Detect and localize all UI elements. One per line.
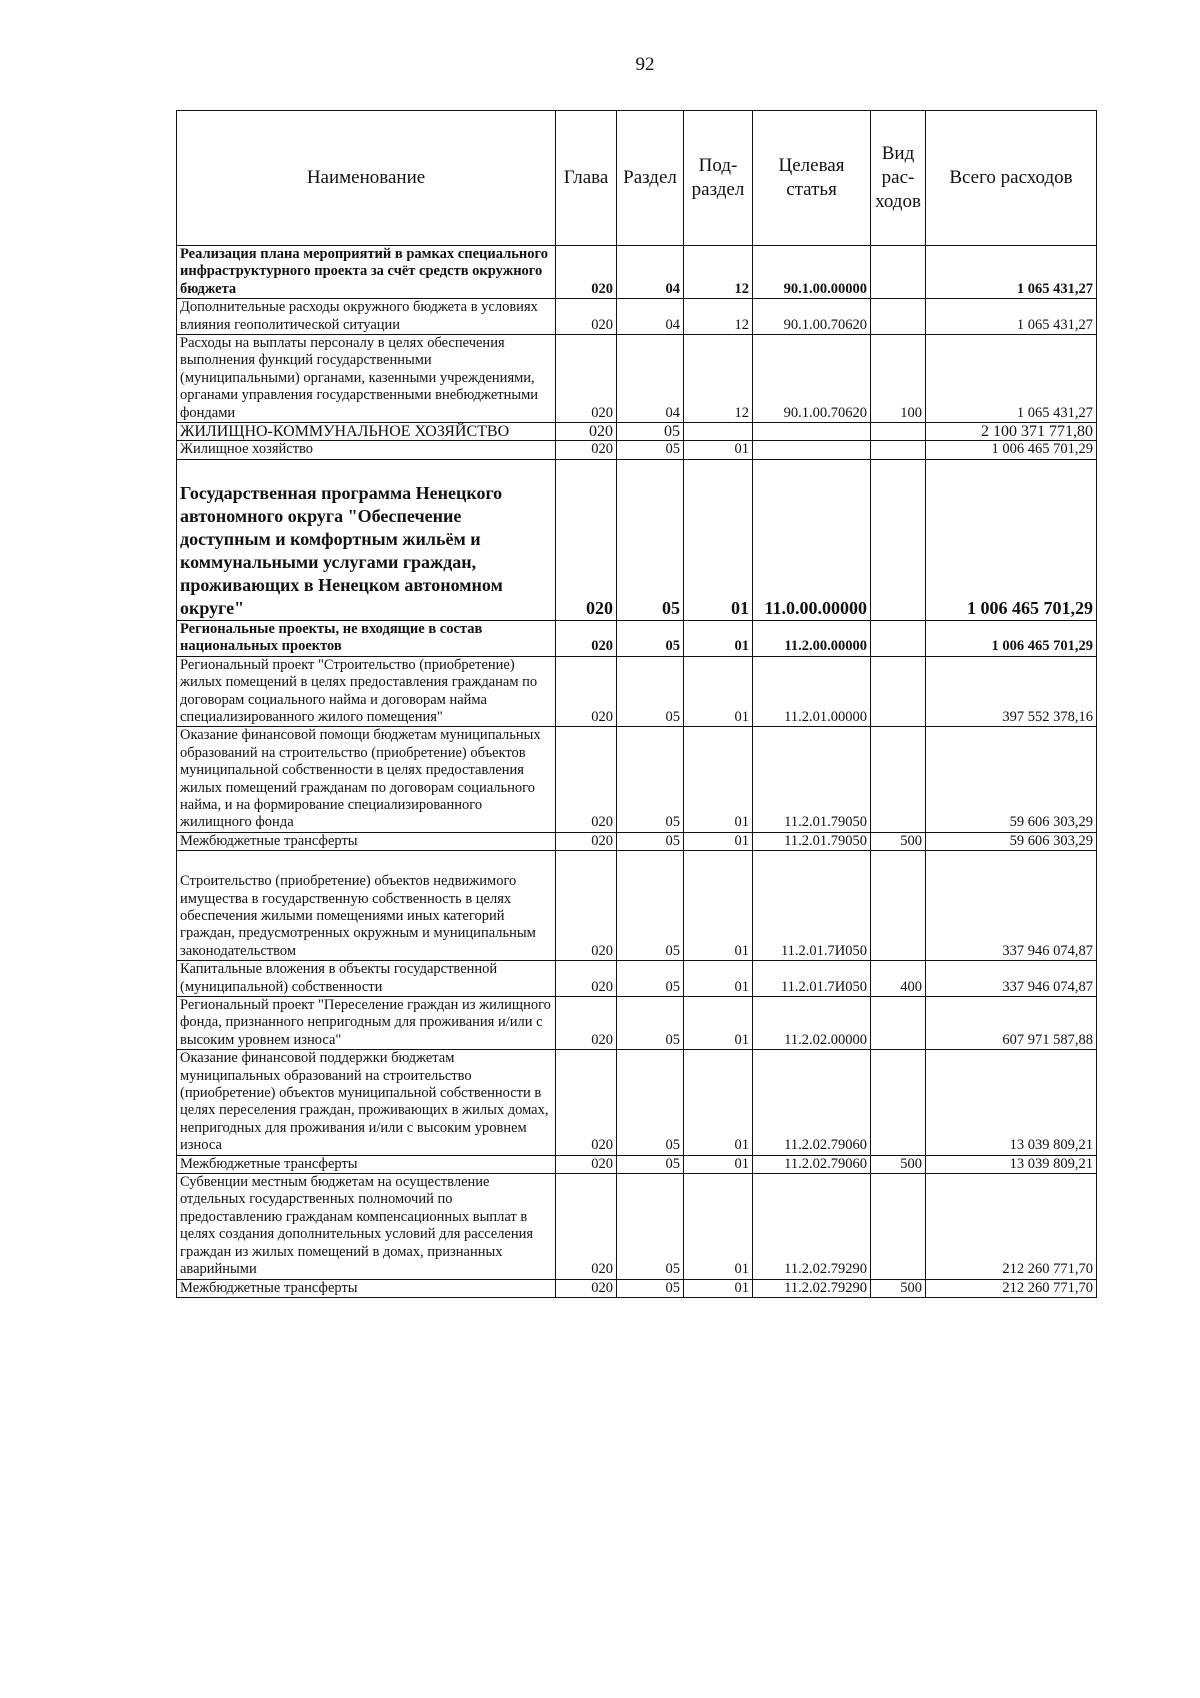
- row-subsection: 01: [684, 1155, 753, 1173]
- row-target: 11.2.00.00000: [753, 620, 871, 656]
- row-section: 05: [617, 961, 684, 997]
- table-row: [177, 656, 1097, 727]
- row-total: 1 065 431,27: [926, 335, 1097, 423]
- table-header-row: [177, 111, 1097, 246]
- row-subsection: 01: [684, 620, 753, 656]
- row-chapter: 020: [556, 727, 617, 832]
- row-kind: [871, 656, 926, 727]
- table-row: [177, 997, 1097, 1050]
- row-total: 1 006 465 701,29: [926, 459, 1097, 620]
- header-total: Всего расходов: [926, 111, 1097, 246]
- row-total: 59 606 303,29: [926, 832, 1097, 850]
- row-subsection: 01: [684, 1174, 753, 1279]
- row-subsection: 01: [684, 997, 753, 1050]
- budget-table: [176, 110, 1097, 1298]
- row-target: [753, 423, 871, 441]
- row-subsection: 12: [684, 335, 753, 423]
- row-target: 11.2.01.79050: [753, 832, 871, 850]
- header-expense-kind: Вид рас- ходов: [871, 111, 926, 246]
- row-chapter: 020: [556, 1050, 617, 1155]
- row-name: ЖИЛИЩНО-КОММУНАЛЬНОЕ ХОЗЯЙСТВО: [177, 423, 556, 441]
- row-subsection: 01: [684, 961, 753, 997]
- row-subsection: 01: [684, 441, 753, 459]
- table-row: [177, 246, 1097, 299]
- row-chapter: 020: [556, 246, 617, 299]
- row-total: 212 260 771,70: [926, 1174, 1097, 1279]
- row-chapter: 020: [556, 620, 617, 656]
- row-kind: [871, 851, 926, 961]
- row-subsection: [684, 423, 753, 441]
- table-row: [177, 1155, 1097, 1173]
- row-target: 90.1.00.70620: [753, 335, 871, 423]
- row-target: 11.2.02.79060: [753, 1050, 871, 1155]
- row-section: 05: [617, 1174, 684, 1279]
- row-chapter: 020: [556, 961, 617, 997]
- row-subsection: 01: [684, 727, 753, 832]
- header-target-article: Целевая статья: [753, 111, 871, 246]
- row-kind: 500: [871, 1279, 926, 1297]
- row-name: Региональные проекты, не входящие в состав национальных проектов: [177, 620, 556, 656]
- row-section: 05: [617, 459, 684, 620]
- row-name: Оказание финансовой поддержки бюджетам муниципальных образований на строительство (приобретение) объектов муниципальной собственности в целях переселения граждан, проживающих в жилых домах, непригодных для проживания и/или с высоким уровнем износа: [177, 1050, 556, 1155]
- table-row: [177, 1174, 1097, 1279]
- row-section: 05: [617, 1279, 684, 1297]
- row-subsection: 01: [684, 459, 753, 620]
- table-row: [177, 620, 1097, 656]
- row-target: 11.2.01.7И050: [753, 851, 871, 961]
- row-chapter: 020: [556, 335, 617, 423]
- row-kind: [871, 997, 926, 1050]
- row-total: 337 946 074,87: [926, 851, 1097, 961]
- row-total: 59 606 303,29: [926, 727, 1097, 832]
- table-row: [177, 459, 1097, 620]
- row-chapter: 020: [556, 1279, 617, 1297]
- row-kind: [871, 727, 926, 832]
- table-row: [177, 851, 1097, 961]
- row-total: 397 552 378,16: [926, 656, 1097, 727]
- row-section: 05: [617, 423, 684, 441]
- row-section: 05: [617, 997, 684, 1050]
- row-chapter: 020: [556, 851, 617, 961]
- row-kind: 500: [871, 832, 926, 850]
- row-section: 05: [617, 1050, 684, 1155]
- row-chapter: 020: [556, 423, 617, 441]
- row-chapter: 020: [556, 459, 617, 620]
- row-section: 05: [617, 832, 684, 850]
- table-row: [177, 299, 1097, 335]
- row-subsection: 12: [684, 246, 753, 299]
- row-total: 1 006 465 701,29: [926, 441, 1097, 459]
- row-name: Реализация плана мероприятий в рамках специального инфраструктурного проекта за счёт средств окружного бюджета: [177, 246, 556, 299]
- row-name: Строительство (приобретение) объектов недвижимого имущества в государственную собственность в целях обеспечения жилыми помещениями иных категорий граждан, предусмотренных окружным и муниципальным законодательством: [177, 851, 556, 961]
- table-row: [177, 1050, 1097, 1155]
- row-section: 04: [617, 246, 684, 299]
- row-kind: [871, 1050, 926, 1155]
- row-target: 11.2.02.79290: [753, 1279, 871, 1297]
- row-target: 11.2.01.79050: [753, 727, 871, 832]
- row-target: 11.2.02.00000: [753, 997, 871, 1050]
- row-name: Региональный проект "Строительство (приобретение) жилых помещений в целях предоставления гражданам по договорам социального найма и договорам найма специализированного жилого помещения": [177, 656, 556, 727]
- row-target: 11.2.02.79290: [753, 1174, 871, 1279]
- row-total: 2 100 371 771,80: [926, 423, 1097, 441]
- row-name: Капитальные вложения в объекты государственной (муниципальной) собственности: [177, 961, 556, 997]
- table-row: [177, 1279, 1097, 1297]
- table-row: [177, 832, 1097, 850]
- row-chapter: 020: [556, 656, 617, 727]
- row-kind: [871, 299, 926, 335]
- row-kind: 400: [871, 961, 926, 997]
- page-number: 92: [635, 54, 655, 75]
- table-row: [177, 441, 1097, 459]
- row-name: Государственная программа Ненецкого автономного округа "Обеспечение доступным и комфортным жильём и коммунальными услугами граждан, проживающих в Ненецком автономном округе": [177, 459, 556, 620]
- row-chapter: 020: [556, 299, 617, 335]
- row-kind: 500: [871, 1155, 926, 1173]
- row-chapter: 020: [556, 997, 617, 1050]
- row-section: 04: [617, 335, 684, 423]
- row-kind: 100: [871, 335, 926, 423]
- row-chapter: 020: [556, 832, 617, 850]
- row-subsection: 12: [684, 299, 753, 335]
- row-kind: [871, 459, 926, 620]
- row-section: 05: [617, 727, 684, 832]
- row-section: 04: [617, 299, 684, 335]
- row-section: 05: [617, 441, 684, 459]
- table-row: [177, 727, 1097, 832]
- row-total: 1 065 431,27: [926, 246, 1097, 299]
- row-target: 90.1.00.70620: [753, 299, 871, 335]
- row-chapter: 020: [556, 1174, 617, 1279]
- row-total: 212 260 771,70: [926, 1279, 1097, 1297]
- row-section: 05: [617, 1155, 684, 1173]
- row-subsection: 01: [684, 851, 753, 961]
- header-chapter: Глава: [556, 111, 617, 246]
- row-kind: [871, 620, 926, 656]
- row-total: 1 006 465 701,29: [926, 620, 1097, 656]
- table-row: [177, 423, 1097, 441]
- row-section: 05: [617, 851, 684, 961]
- row-total: 607 971 587,88: [926, 997, 1097, 1050]
- row-total: 1 065 431,27: [926, 299, 1097, 335]
- row-total: 337 946 074,87: [926, 961, 1097, 997]
- row-subsection: 01: [684, 1050, 753, 1155]
- row-chapter: 020: [556, 441, 617, 459]
- row-total: 13 039 809,21: [926, 1155, 1097, 1173]
- row-subsection: 01: [684, 1279, 753, 1297]
- row-name: Региональный проект "Переселение граждан из жилищного фонда, признанного непригодным для проживания и/или с высоким уровнем износа": [177, 997, 556, 1050]
- row-name: Межбюджетные трансферты: [177, 1279, 556, 1297]
- header-name: Наименование: [177, 111, 556, 246]
- row-name: Оказание финансовой помощи бюджетам муниципальных образований на строительство (приобретение) объектов муниципальной собственности в целях предоставления жилых помещений гражданам по договорам социального найма, и на формирование специализированного жилищного фонда: [177, 727, 556, 832]
- row-target: 11.2.01.7И050: [753, 961, 871, 997]
- row-kind: [871, 246, 926, 299]
- row-chapter: 020: [556, 1155, 617, 1173]
- row-name: Субвенции местным бюджетам на осуществление отдельных государственных полномочий по предоставлению гражданам компенсационных выплат в целях создания дополнительных условий для расселения граждан из жилых помещений в домах, признанных аварийными: [177, 1174, 556, 1279]
- row-name: Межбюджетные трансферты: [177, 832, 556, 850]
- header-section: Раздел: [617, 111, 684, 246]
- table-row: [177, 961, 1097, 997]
- row-target: 90.1.00.00000: [753, 246, 871, 299]
- table-row: [177, 335, 1097, 423]
- row-name: Межбюджетные трансферты: [177, 1155, 556, 1173]
- row-target: 11.2.01.00000: [753, 656, 871, 727]
- row-section: 05: [617, 620, 684, 656]
- row-subsection: 01: [684, 656, 753, 727]
- row-name: Жилищное хозяйство: [177, 441, 556, 459]
- row-kind: [871, 441, 926, 459]
- row-target: 11.0.00.00000: [753, 459, 871, 620]
- row-target: 11.2.02.79060: [753, 1155, 871, 1173]
- row-section: 05: [617, 656, 684, 727]
- row-name: Дополнительные расходы окружного бюджета в условиях влияния геополитической ситуации: [177, 299, 556, 335]
- row-target: [753, 441, 871, 459]
- header-subsection: Под- раздел: [684, 111, 753, 246]
- row-subsection: 01: [684, 832, 753, 850]
- row-total: 13 039 809,21: [926, 1050, 1097, 1155]
- row-kind: [871, 423, 926, 441]
- row-name: Расходы на выплаты персоналу в целях обеспечения выполнения функций государственными (муниципальными) органами, казенными учреждениями, органами управления государственными внебюджетными фондами: [177, 335, 556, 423]
- row-kind: [871, 1174, 926, 1279]
